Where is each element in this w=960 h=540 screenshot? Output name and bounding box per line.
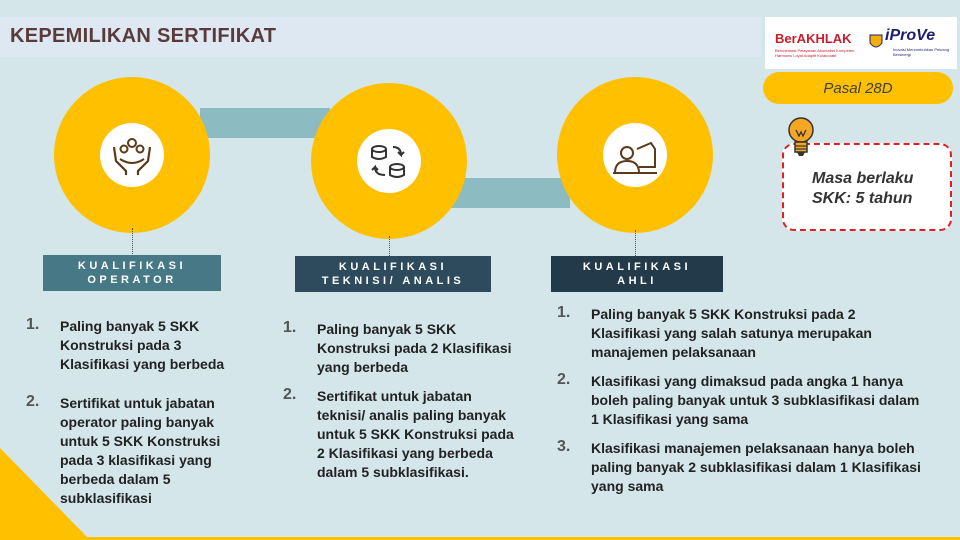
- ahli-circle: [557, 77, 713, 233]
- iprove-logo: iProVe: [885, 27, 936, 44]
- list-number: 1.: [283, 319, 297, 336]
- label-operator-line-1: KUALIFIKASI: [77, 260, 187, 272]
- teknisi-list: [283, 319, 517, 482]
- operator-leader: [132, 228, 133, 256]
- label-teknisi: [295, 256, 491, 292]
- label-teknisi-line-2: TEKNISI/ ANALIS: [321, 275, 465, 287]
- pasal-badge: Pasal 28D: [763, 72, 953, 104]
- validity-text: [812, 169, 942, 209]
- teknisi-leader: [389, 236, 390, 256]
- label-ahli: [551, 256, 723, 292]
- list-number: 1.: [26, 316, 40, 333]
- ahli-list: [557, 304, 921, 496]
- label-ahli-line-1: KUALIFIKASI: [582, 261, 692, 273]
- crest-icon: [868, 33, 884, 51]
- list-text: Klasifikasi yang dimaksud pada angka 1 hanya boleh paling banyak untuk 3 subklasifikasi dalam 1 Klasifikasi yang sama: [591, 373, 920, 427]
- list-number: 1.: [557, 304, 571, 321]
- label-operator: [43, 255, 221, 291]
- connector-1: [200, 108, 330, 138]
- list-text: Paling banyak 5 SKK Konstruksi pada 3 Klasifikasi yang berbeda: [60, 318, 225, 372]
- operator-icon-holder: [100, 123, 164, 187]
- validity-line-1: Masa berlaku: [812, 170, 914, 187]
- list-text: Sertifikat untuk jabatan teknisi/ analis paling banyak untuk 5 SKK Konstruksi pada 2 Klasifikasi yang berbeda dalam 5 subklasifikasi.: [317, 388, 514, 480]
- list-text: Sertifikat untuk jabatan operator paling banyak untuk 5 SKK Konstruksi pada 3 klasifikasi yang berbeda dalam 5 subklasifikasi: [60, 395, 221, 506]
- label-ahli-line-2: AHLI: [617, 275, 657, 287]
- label-teknisi-line-1: KUALIFIKASI: [338, 261, 448, 273]
- berakhlak-tagline: Berorientasi Pelayanan Akuntabel Kompeten Harmonis Loyal Adaptif Kolaboratif: [775, 48, 855, 58]
- list-number: 2.: [26, 393, 40, 410]
- list-text: Paling banyak 5 SKK Konstruksi pada 2 Klasifikasi yang salah satunya merupakan manajemen pelaksanaan: [591, 306, 872, 360]
- list-number: 2.: [283, 386, 297, 403]
- list-item: [557, 304, 921, 362]
- page-title: KEPEMILIKAN SERTIFIKAT: [10, 25, 277, 47]
- ahli-leader: [635, 230, 636, 256]
- logo-panel: [765, 17, 957, 69]
- list-number: 3.: [557, 438, 571, 455]
- list-item: [283, 319, 517, 377]
- label-operator-line-2: OPERATOR: [87, 274, 177, 286]
- corner-decoration: [0, 448, 90, 540]
- teknisi-circle: [311, 83, 467, 239]
- hands-group-icon: [110, 133, 154, 177]
- lightbulb-icon: [786, 116, 816, 164]
- teknisi-icon-holder: [357, 129, 421, 193]
- list-text: Klasifikasi manajemen pelaksanaan hanya boleh paling banyak 2 subklasifikasi dalam 1 Klasifikasi yang sama: [591, 440, 921, 494]
- operator-circle: [54, 77, 210, 233]
- ahli-icon-holder: [603, 123, 667, 187]
- list-text: Paling banyak 5 SKK Konstruksi pada 2 Klasifikasi yang berbeda: [317, 321, 512, 375]
- list-item: [26, 316, 250, 374]
- presenter-icon: [611, 133, 659, 177]
- list-item: [557, 371, 921, 429]
- iprove-tagline: Inovasi Menumbuhkan Peluang Bersinergi: [893, 47, 950, 57]
- list-number: 2.: [557, 371, 571, 388]
- berakhlak-logo: BerAKHLAK: [775, 31, 852, 46]
- list-item: [557, 438, 921, 496]
- list-item: [283, 386, 517, 482]
- validity-line-2: SKK: 5 tahun: [812, 190, 913, 207]
- database-exchange-icon: [367, 139, 411, 183]
